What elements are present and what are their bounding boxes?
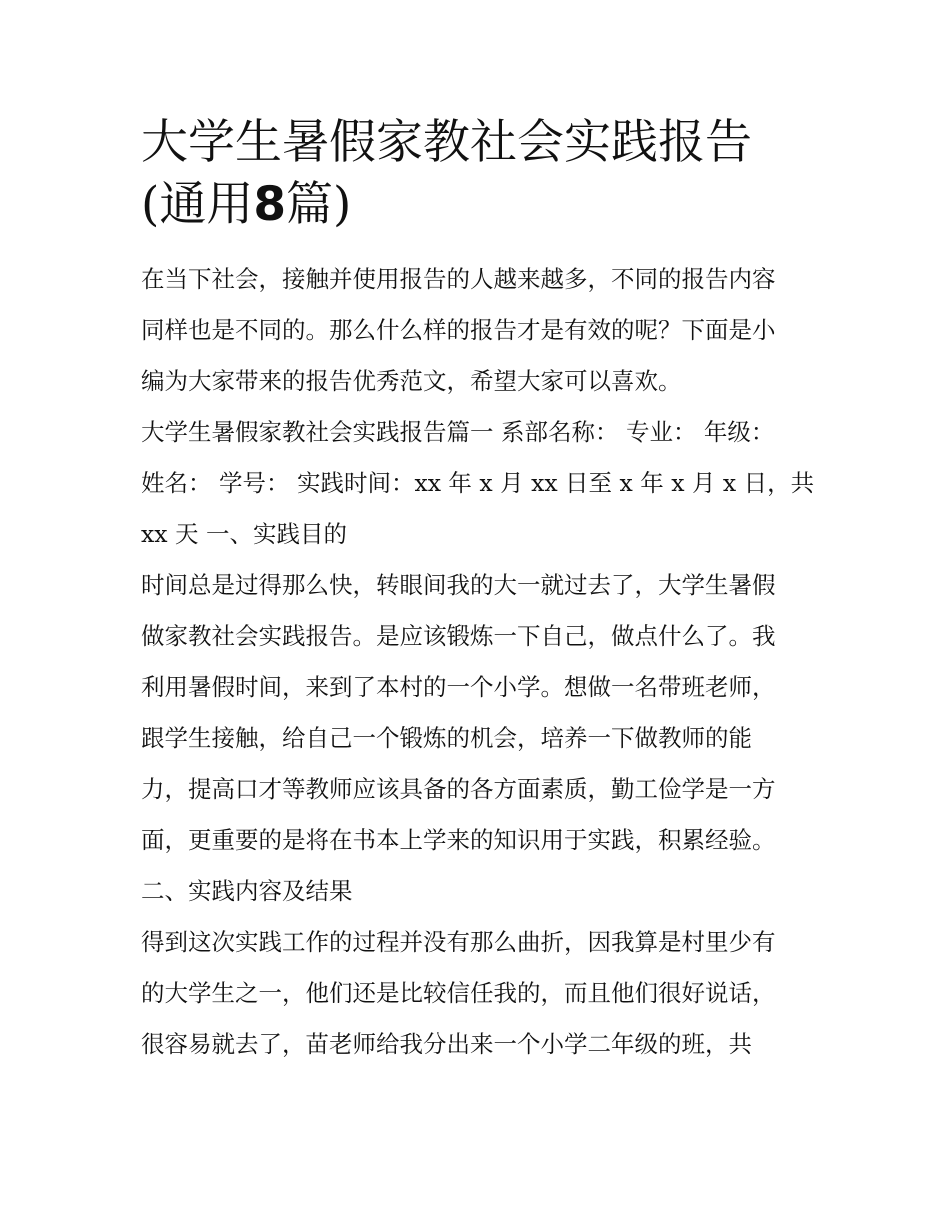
title-part-open: (通用 <box>141 177 254 232</box>
title-line-2 <box>141 174 821 236</box>
text-line: 很容易就去了，苗老师给我分出来一个小学二年级的班，共 <box>141 1030 752 1058</box>
text-line: 面，更重要的是将在书本上学来的知识用于实践，积累经验。 <box>141 826 776 854</box>
document-title <box>141 112 821 236</box>
text-line: 在当下社会，接触并使用报告的人越来越多，不同的报告内容 <box>141 265 776 293</box>
text-line: xx 天 一、实践目的 <box>141 520 347 548</box>
paragraph-content <box>141 917 821 1070</box>
text-line: 做家教社会实践报告。是应该锻炼一下自己，做点什么了。我 <box>141 622 776 650</box>
paragraph-purpose <box>141 560 821 866</box>
text-line: 的大学生之一，他们还是比较信任我的，而且他们很好说话， <box>141 979 776 1007</box>
text-line: 力，提高口才等教师应该具备的各方面素质，勤工俭学是一方 <box>141 775 776 803</box>
title-line-1: 大学生暑假家教社会实践报告 <box>141 115 752 170</box>
text-line: 利用暑假时间，来到了本村的一个小学。想做一名带班老师， <box>141 673 776 701</box>
text-line: 得到这次实践工作的过程并没有那么曲折，因我算是村里少有 <box>141 928 776 956</box>
section-heading-content <box>141 866 821 917</box>
text-line: 姓名： 学号： 实践时间：xx 年 x 月 xx 日至 x 年 x 月 x 日，共 <box>141 469 815 497</box>
text-line: 同样也是不同的。那么什么样的报告才是有效的呢？下面是小 <box>141 316 776 344</box>
text-line: 跟学生接触，给自己一个锻炼的机会，培养一下做教师的能 <box>141 724 752 752</box>
text-line: 编为大家带来的报告优秀范文，希望大家可以喜欢。 <box>141 367 682 395</box>
title-part-number: 8 <box>253 177 287 232</box>
text-line: 时间总是过得那么快，转眼间我的大一就过去了，大学生暑假 <box>141 571 776 599</box>
paragraph-intro <box>141 254 821 407</box>
text-line: 大学生暑假家教社会实践报告篇一 系部名称： 专业： 年级： <box>141 418 775 446</box>
text-line: 二、实践内容及结果 <box>141 877 353 905</box>
title-part-close: 篇) <box>286 177 352 232</box>
paragraph-header-info <box>141 407 821 560</box>
document-page <box>141 112 821 1070</box>
